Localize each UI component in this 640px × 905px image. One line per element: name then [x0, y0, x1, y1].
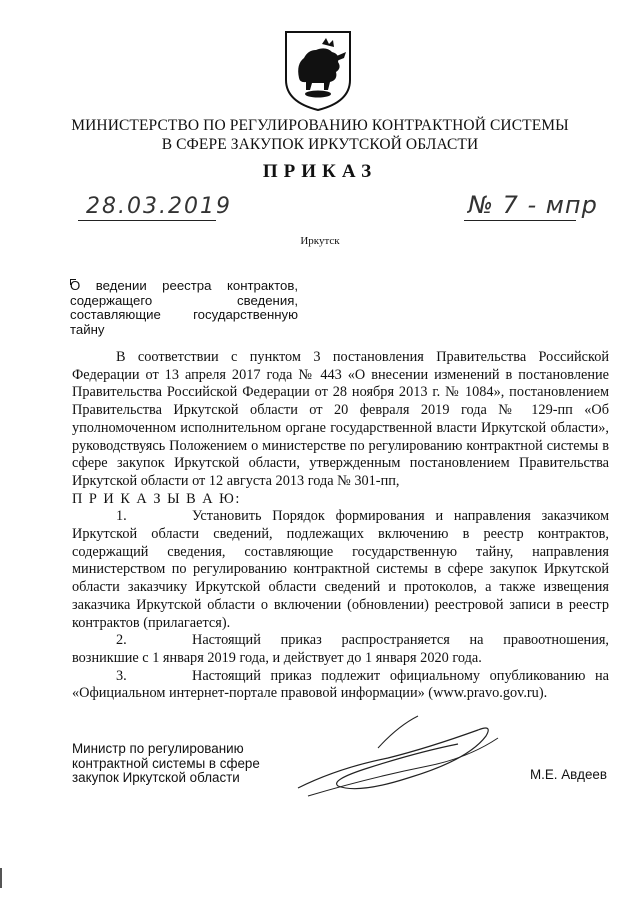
date-underline	[78, 220, 216, 221]
ministry-line-1: МИНИСТЕРСТВО ПО РЕГУЛИРОВАНИЮ КОНТРАКТНОЙ СИСТЕМЫ	[71, 117, 569, 134]
order-word: П Р И К А З Ы В А Ю:	[72, 490, 241, 507]
item-text: Настоящий приказ подлежит официальному опубликованию на «Официальном интернет-портале правовой информации» (www.pravo.gov.ru).	[72, 667, 609, 702]
item-text: Настоящий приказ распространяется на правоотношения, возникшие с 1 января 2019 года, и действует до 1 января 2020 года.	[72, 632, 609, 666]
scan-edge-mark	[0, 868, 2, 888]
item-number: 3.	[116, 667, 127, 684]
document-type-title: ПРИКАЗ	[262, 161, 378, 182]
handwritten-number: № 7 - мпр	[468, 191, 598, 219]
item-text: Установить Порядок формирования и направления заказчиком Иркутской области сведений, подлежащих включению в реестр контрактов, содержащий сведения, составляющие государственную тайну, направления министерством по регулированию контрактной системы в сфере закупок Иркутской области заказчику Иркутской области сведений и протоколов, а также извещения заказчика Иркутской области о включении (обновлении) реестровой записи в реестр контрактов (прилагается).	[72, 508, 609, 631]
item-number: 2.	[116, 632, 127, 649]
handwritten-signature	[278, 708, 508, 818]
ministry-header	[40, 116, 600, 154]
city-label: Иркутск	[300, 235, 340, 247]
signer-name: М.Е. Авдеев	[530, 767, 607, 782]
order-item-3	[72, 668, 609, 703]
coat-of-arms-icon	[282, 28, 354, 112]
preamble-paragraph: В соответствии с пунктом 3 постановления Правительства Российской Федерации от 13 апреля 2017 года № 443 «О внесении изменений в постановление Правительства Российской Федерации от 28 ноября 2013 г. № 1084», постановлением Правительства Иркутской области от 20 февраля 2019 года № 129-пп «Об уполномоченном исполнительном органе государственной власти Иркутской области», руководствуясь Положением о министерстве по регулированию контрактной системы в сфере закупок Иркутской области, утвержденным постановлением Правительства Иркутской области от 12 августа 2013 года № 301-пп,	[72, 349, 609, 489]
document-subject: О ведении реестра контрактов, содержащего сведения, составляющие государственную тайну	[70, 278, 298, 338]
order-item-1	[72, 508, 609, 632]
number-underline	[464, 220, 576, 221]
ministry-line-2: В СФЕРЕ ЗАКУПОК ИРКУТСКОЙ ОБЛАСТИ	[161, 136, 479, 153]
handwritten-date: 28.03.2019	[86, 194, 232, 219]
document-body	[72, 349, 609, 703]
signer-position: Министр по регулированию контрактной системы в сфере закупок Иркутской области	[72, 741, 260, 786]
item-number: 1.	[116, 508, 127, 525]
order-item-2	[72, 632, 609, 667]
